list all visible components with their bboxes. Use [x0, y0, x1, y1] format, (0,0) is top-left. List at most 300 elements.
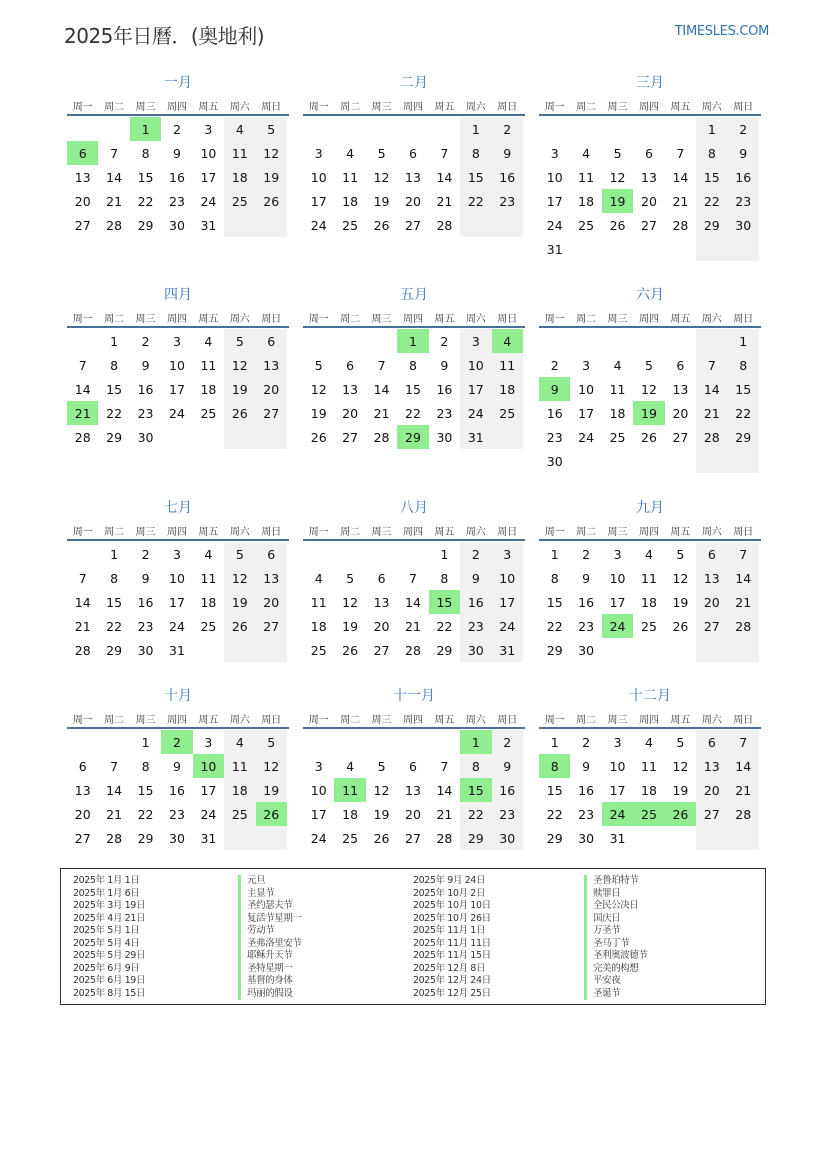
day-cell: 15 [546, 782, 563, 798]
holiday-day-cell: 1 [397, 329, 428, 353]
weekday-label: 周日 [733, 526, 754, 538]
day-cell: 24 [492, 614, 523, 638]
day-cell: 31 [460, 425, 491, 449]
day-cell: 30 [492, 826, 523, 850]
day-cell: 5 [314, 357, 323, 373]
day-cell: 1 [141, 734, 150, 750]
weekday-label: 周一 [72, 526, 93, 538]
day-cell: 15 [696, 165, 727, 189]
day-cell: 24 [310, 217, 327, 233]
day-cell: 28 [74, 429, 91, 445]
weekday-label: 周三 [135, 101, 156, 113]
day-cell: 18 [200, 594, 217, 610]
holiday-day-cell: 15 [460, 778, 491, 802]
empty-cell [665, 638, 696, 662]
day-cell: 18 [641, 594, 657, 610]
day-cell: 12 [310, 381, 327, 397]
weekday-label: 周二 [340, 313, 361, 325]
day-cell: 30 [546, 453, 563, 469]
weekday-header [67, 709, 289, 729]
day-cell: 23 [169, 806, 185, 822]
day-cell: 8 [440, 570, 449, 586]
day-cell: 13 [672, 381, 689, 397]
day-cell: 16 [546, 405, 563, 421]
day-cell: 19 [672, 782, 689, 798]
day-cell: 3 [204, 121, 213, 137]
day-cell: 5 [377, 145, 386, 161]
day-cell: 5 [224, 542, 255, 566]
day-cell: 2 [492, 730, 523, 754]
day-cell: 22 [696, 189, 727, 213]
day-cell: 16 [137, 381, 154, 397]
day-cell: 20 [256, 590, 287, 614]
month-block [539, 687, 761, 850]
weekday-label: 周五 [670, 526, 691, 538]
weekday-label: 周六 [465, 101, 486, 113]
month-block [303, 687, 525, 850]
weekday-label: 周日 [733, 714, 754, 726]
day-cell: 12 [373, 169, 390, 185]
day-cell: 28 [728, 614, 759, 638]
holiday-name: 圣鲁珀特节 [584, 875, 648, 888]
weekday-label: 周四 [638, 526, 659, 538]
day-cell: 22 [405, 405, 421, 421]
day-cell: 6 [346, 357, 355, 373]
day-cell: 14 [106, 169, 123, 185]
day-cell: 14 [728, 566, 759, 590]
day-cell: 8 [110, 570, 119, 586]
day-cell: 31 [169, 642, 185, 658]
day-cell: 7 [696, 353, 727, 377]
day-cell: 15 [137, 169, 154, 185]
weekday-header [303, 308, 525, 328]
day-cell: 23 [728, 189, 759, 213]
site-link[interactable]: TIMESLES.COM [674, 24, 769, 39]
weekday-label: 周四 [166, 714, 187, 726]
empty-cell [633, 826, 664, 850]
holiday-name: 万圣节 [584, 925, 648, 938]
day-cell: 6 [409, 758, 417, 774]
empty-cell [665, 449, 696, 473]
day-cell: 9 [460, 566, 491, 590]
day-cell: 24 [546, 217, 563, 233]
day-cell: 26 [641, 429, 657, 445]
day-cell: 27 [373, 642, 390, 658]
weekday-label: 周三 [371, 714, 392, 726]
holiday-date: 2025年 8月 15日 [73, 987, 146, 999]
day-cell: 18 [492, 377, 523, 401]
empty-cell [67, 329, 98, 353]
weekday-label: 周六 [701, 526, 722, 538]
day-cell: 11 [641, 758, 657, 774]
holiday-day-cell: 1 [460, 730, 491, 754]
day-cell: 27 [256, 614, 287, 638]
month-block [67, 499, 289, 662]
day-cell: 24 [169, 618, 185, 634]
holiday-names-column-2 [593, 875, 648, 1000]
month-block [539, 499, 761, 662]
day-cell: 30 [728, 213, 759, 237]
month-name: 八月 [400, 500, 428, 516]
empty-cell [397, 730, 428, 754]
weekday-label: 周五 [198, 526, 219, 538]
day-cell: 19 [224, 590, 255, 614]
month-block [539, 286, 761, 473]
weekday-label: 周二 [104, 714, 125, 726]
day-cell: 9 [173, 758, 181, 774]
day-cell: 10 [609, 570, 626, 586]
day-cell: 7 [728, 730, 759, 754]
day-cell: 10 [460, 353, 491, 377]
day-cell: 2 [460, 542, 491, 566]
day-cell: 2 [582, 734, 591, 750]
day-cell: 30 [578, 642, 595, 658]
day-cell: 21 [728, 590, 759, 614]
holiday-names-column-1 [247, 875, 302, 1000]
holiday-date: 2025年 6月 9日 [73, 962, 140, 974]
day-cell: 3 [314, 145, 323, 161]
day-cell: 6 [256, 329, 287, 353]
day-cell: 7 [440, 145, 449, 161]
day-cell: 23 [546, 429, 563, 445]
day-cell: 10 [578, 381, 595, 397]
weekday-label: 周四 [402, 101, 423, 113]
empty-cell [224, 213, 255, 237]
holiday-date: 2025年 10月 26日 [413, 912, 491, 924]
day-cell: 15 [546, 594, 563, 610]
day-grid [303, 542, 525, 662]
day-cell: 6 [676, 357, 685, 373]
empty-cell [633, 449, 664, 473]
weekday-label: 周日 [497, 714, 518, 726]
weekday-header [67, 521, 289, 541]
empty-cell [366, 542, 397, 566]
weekday-header [539, 521, 761, 541]
day-cell: 4 [204, 546, 213, 562]
day-cell: 21 [696, 401, 727, 425]
empty-cell [696, 638, 727, 662]
day-cell: 7 [78, 357, 87, 373]
day-cell: 28 [696, 425, 727, 449]
day-cell: 10 [200, 145, 217, 161]
weekday-label: 周五 [670, 313, 691, 325]
day-cell: 28 [436, 217, 453, 233]
day-cell: 17 [578, 405, 595, 421]
holiday-day-cell: 26 [665, 802, 696, 826]
day-cell: 30 [436, 429, 453, 445]
empty-cell [224, 425, 255, 449]
weekday-label: 周三 [371, 313, 392, 325]
day-cell: 31 [492, 638, 523, 662]
day-cell: 2 [582, 546, 591, 562]
holiday-date: 2025年 5月 1日 [73, 925, 140, 936]
month-name: 一月 [164, 75, 192, 91]
weekday-label: 周一 [544, 526, 565, 538]
day-cell: 20 [405, 193, 421, 209]
day-cell: 23 [436, 405, 453, 421]
weekday-label: 周三 [371, 101, 392, 113]
day-cell: 29 [696, 213, 727, 237]
empty-cell [665, 826, 696, 850]
empty-cell [67, 542, 98, 566]
empty-cell [334, 730, 365, 754]
day-cell: 10 [310, 782, 327, 798]
weekday-label: 周二 [340, 714, 361, 726]
day-cell: 3 [550, 145, 559, 161]
weekday-label: 周五 [670, 714, 691, 726]
empty-cell [602, 638, 633, 662]
day-cell: 17 [609, 594, 626, 610]
weekday-label: 周六 [465, 313, 486, 325]
weekday-label: 周三 [607, 526, 628, 538]
day-cell: 8 [110, 357, 119, 373]
day-cell: 17 [200, 169, 217, 185]
day-cell: 31 [609, 830, 626, 846]
day-cell: 25 [342, 217, 359, 233]
empty-cell [539, 329, 570, 353]
day-cell: 21 [106, 806, 123, 822]
day-cell: 2 [550, 357, 559, 373]
weekday-label: 周日 [261, 714, 282, 726]
day-cell: 10 [609, 758, 626, 774]
weekday-label: 周四 [638, 101, 659, 113]
day-cell: 8 [460, 754, 491, 778]
empty-cell [397, 542, 428, 566]
day-cell: 30 [460, 638, 491, 662]
day-cell: 31 [546, 241, 563, 257]
holiday-dates-column-2 [413, 875, 491, 1000]
holiday-date: 2025年 9月 24日 [413, 875, 486, 886]
day-cell: 14 [405, 594, 421, 610]
day-cell: 6 [645, 145, 653, 161]
day-cell: 11 [224, 141, 255, 165]
day-cell: 9 [492, 141, 523, 165]
day-cell: 28 [106, 217, 123, 233]
weekday-label: 周三 [371, 526, 392, 538]
day-cell: 5 [613, 145, 622, 161]
day-cell: 26 [373, 217, 390, 233]
day-cell: 2 [141, 333, 150, 349]
day-cell: 18 [641, 782, 657, 798]
day-cell: 25 [310, 642, 327, 658]
weekday-header [67, 96, 289, 116]
holiday-date: 2025年 1月 6日 [73, 887, 140, 899]
day-cell: 12 [224, 353, 255, 377]
day-cell: 22 [137, 193, 154, 209]
empty-cell [256, 425, 287, 449]
day-cell: 2 [173, 121, 181, 137]
day-cell: 12 [373, 782, 390, 798]
day-cell: 9 [173, 145, 181, 161]
day-cell: 26 [256, 189, 287, 213]
weekday-label: 周二 [576, 101, 597, 113]
day-cell: 14 [74, 381, 91, 397]
holiday-day-cell: 15 [429, 590, 460, 614]
day-cell: 28 [106, 830, 123, 846]
weekday-label: 周二 [576, 526, 597, 538]
weekday-label: 周日 [261, 313, 282, 325]
weekday-label: 周三 [607, 714, 628, 726]
holiday-day-cell: 1 [130, 117, 161, 141]
holiday-day-cell: 9 [539, 377, 570, 401]
empty-cell [334, 542, 365, 566]
weekday-label: 周二 [340, 101, 361, 113]
day-cell: 25 [224, 802, 255, 826]
day-cell: 5 [645, 357, 653, 373]
day-cell: 19 [672, 594, 689, 610]
weekday-label: 周六 [229, 714, 250, 726]
weekday-label: 周六 [229, 313, 250, 325]
empty-cell [602, 237, 633, 261]
empty-cell [334, 329, 365, 353]
day-cell: 26 [224, 614, 255, 638]
day-grid [303, 730, 525, 850]
day-cell: 20 [696, 590, 727, 614]
day-grid [539, 730, 761, 850]
day-cell: 24 [169, 405, 185, 421]
day-cell: 18 [224, 778, 255, 802]
holiday-day-cell: 4 [492, 329, 523, 353]
day-cell: 13 [696, 754, 727, 778]
day-cell: 14 [436, 782, 453, 798]
day-cell: 11 [492, 353, 523, 377]
day-cell: 22 [137, 806, 154, 822]
weekday-label: 周日 [733, 101, 754, 113]
day-cell: 17 [460, 377, 491, 401]
day-cell: 17 [310, 806, 327, 822]
empty-cell [397, 117, 428, 141]
day-cell: 18 [200, 381, 217, 397]
day-cell: 6 [256, 542, 287, 566]
day-cell: 5 [256, 117, 287, 141]
month-name: 十月 [164, 688, 192, 704]
holiday-day-cell: 24 [602, 614, 633, 638]
day-cell: 13 [641, 169, 657, 185]
day-cell: 4 [224, 117, 255, 141]
month-block [67, 286, 289, 449]
day-cell: 18 [310, 618, 327, 634]
empty-cell [633, 329, 664, 353]
day-cell: 13 [405, 169, 421, 185]
day-cell: 31 [200, 217, 217, 233]
empty-cell [602, 449, 633, 473]
day-cell: 12 [672, 570, 689, 586]
empty-cell [303, 542, 334, 566]
day-cell: 4 [204, 333, 213, 349]
day-cell: 8 [409, 357, 417, 373]
day-cell: 27 [74, 217, 91, 233]
empty-cell [256, 826, 287, 850]
day-cell: 5 [377, 758, 386, 774]
day-cell: 6 [377, 570, 386, 586]
empty-cell [728, 237, 759, 261]
day-cell: 12 [342, 594, 359, 610]
day-cell: 14 [373, 381, 390, 397]
day-cell: 17 [169, 594, 185, 610]
weekday-label: 周六 [701, 714, 722, 726]
day-cell: 20 [641, 193, 657, 209]
day-cell: 16 [492, 778, 523, 802]
day-cell: 9 [141, 357, 150, 373]
day-cell: 19 [310, 405, 327, 421]
day-cell: 12 [224, 566, 255, 590]
day-cell: 5 [676, 546, 685, 562]
day-cell: 28 [405, 642, 421, 658]
day-cell: 7 [110, 145, 119, 161]
day-cell: 20 [373, 618, 390, 634]
weekday-header [539, 308, 761, 328]
day-cell: 25 [578, 217, 595, 233]
day-cell: 4 [314, 570, 323, 586]
weekday-label: 周六 [229, 101, 250, 113]
day-grid [539, 329, 761, 473]
day-cell: 23 [578, 806, 595, 822]
day-cell: 30 [137, 429, 154, 445]
day-cell: 10 [310, 169, 327, 185]
weekday-label: 周五 [198, 101, 219, 113]
holiday-name: 主显节 [238, 888, 302, 901]
weekday-label: 周二 [104, 313, 125, 325]
holiday-day-cell: 2 [161, 730, 192, 754]
holiday-name: 元旦 [238, 875, 302, 888]
holiday-date: 2025年 4月 21日 [73, 912, 146, 924]
weekday-label: 周一 [308, 313, 329, 325]
day-cell: 31 [200, 830, 217, 846]
day-cell: 11 [342, 169, 359, 185]
day-cell: 21 [106, 193, 123, 209]
day-cell: 5 [224, 329, 255, 353]
holiday-date: 2025年 11月 1日 [413, 925, 486, 936]
day-cell: 13 [74, 782, 91, 798]
weekday-label: 周四 [166, 101, 187, 113]
holiday-legend [60, 868, 766, 1005]
holiday-name: 赎罪日 [584, 888, 648, 901]
day-cell: 21 [373, 405, 390, 421]
day-cell: 17 [310, 193, 327, 209]
holiday-name: 国庆日 [584, 913, 648, 926]
holiday-name: 圣弗洛里安节 [238, 938, 302, 951]
day-cell: 15 [106, 594, 123, 610]
day-cell: 20 [74, 193, 91, 209]
day-cell: 17 [200, 782, 217, 798]
day-cell: 15 [106, 381, 123, 397]
day-cell: 27 [672, 429, 689, 445]
holiday-day-cell: 6 [67, 141, 98, 165]
empty-cell [161, 425, 192, 449]
day-cell: 27 [256, 401, 287, 425]
empty-cell [696, 449, 727, 473]
day-cell: 30 [578, 830, 595, 846]
day-cell: 1 [110, 333, 119, 349]
weekday-label: 周四 [402, 313, 423, 325]
empty-cell [570, 117, 601, 141]
day-cell: 16 [460, 590, 491, 614]
day-cell: 9 [728, 141, 759, 165]
empty-cell [696, 826, 727, 850]
holiday-day-cell: 24 [602, 802, 633, 826]
weekday-label: 周一 [544, 313, 565, 325]
day-cell: 23 [137, 405, 154, 421]
day-cell: 3 [613, 734, 622, 750]
day-cell: 29 [436, 642, 453, 658]
weekday-label: 周五 [434, 526, 455, 538]
day-cell: 22 [460, 802, 491, 826]
day-cell: 24 [578, 429, 595, 445]
day-cell: 5 [676, 734, 685, 750]
empty-cell [303, 730, 334, 754]
empty-cell [256, 638, 287, 662]
month-name: 五月 [400, 287, 428, 303]
